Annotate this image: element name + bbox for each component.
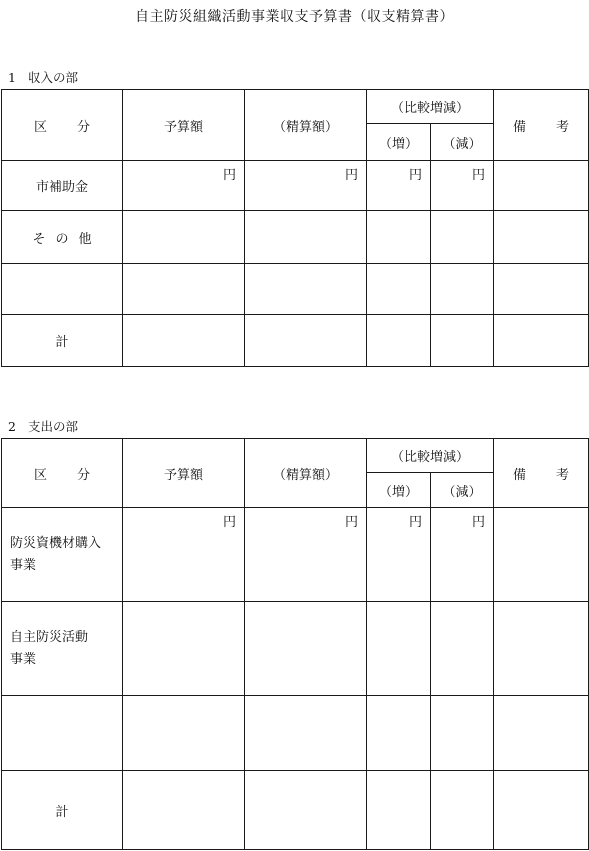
increase-header: （増） (367, 124, 431, 161)
decrease-cell (431, 315, 494, 367)
remarks-cell (494, 508, 589, 602)
remarks-cell (494, 602, 589, 696)
table-row (2, 696, 589, 771)
category-header: 区 分 (2, 90, 123, 161)
budget-cell (123, 696, 245, 771)
remarks-cell (494, 211, 589, 264)
income-section-number: 1 (8, 70, 16, 85)
decrease-cell (431, 696, 494, 771)
settlement-header: （精算額） (245, 90, 367, 161)
decrease-yen-unit: 円 (431, 508, 494, 602)
increase-header: （増） (367, 473, 431, 508)
income-section-heading (8, 68, 78, 86)
settlement-cell (245, 602, 367, 696)
budget-yen-unit: 円 (123, 508, 245, 602)
increase-yen-unit: 円 (367, 161, 431, 211)
increase-cell (367, 211, 431, 264)
document-title: 自主防災組織活動事業収支予算書（収支精算書） (135, 9, 454, 25)
expense-total-label: 計 (2, 771, 123, 850)
expense-row-label (2, 696, 123, 771)
expense-header-row (2, 439, 589, 473)
expense-section-heading (8, 417, 78, 435)
remarks-cell (494, 315, 589, 367)
expense-table (1, 438, 589, 850)
increase-cell (367, 602, 431, 696)
expense-section-number: 2 (8, 419, 16, 434)
settlement-yen-unit: 円 (245, 508, 367, 602)
income-row-label: そ の 他 (2, 211, 123, 264)
remarks-cell (494, 264, 589, 315)
budget-cell (123, 771, 245, 850)
category-header: 区 分 (2, 439, 123, 508)
income-row-label (2, 264, 123, 315)
remarks-cell (494, 771, 589, 850)
income-section-title: 収入の部 (28, 70, 79, 85)
settlement-cell (245, 211, 367, 264)
decrease-cell (431, 771, 494, 850)
decrease-header: （減） (431, 473, 494, 508)
settlement-cell (245, 771, 367, 850)
increase-yen-unit: 円 (367, 508, 431, 602)
budget-header: 予算額 (123, 90, 245, 161)
settlement-cell (245, 315, 367, 367)
decrease-cell (431, 211, 494, 264)
settlement-yen-unit: 円 (245, 161, 367, 211)
income-header-row (2, 90, 589, 124)
comparison-header: （比較増減） (367, 90, 494, 124)
table-row (2, 602, 589, 696)
budget-cell (123, 315, 245, 367)
expense-row-label: 自主防災活動 事業 (2, 602, 123, 696)
table-row (2, 264, 589, 315)
budget-yen-unit: 円 (123, 161, 245, 211)
increase-cell (367, 315, 431, 367)
settlement-cell (245, 696, 367, 771)
table-row (2, 211, 589, 264)
budget-cell (123, 264, 245, 315)
table-row (2, 771, 589, 850)
settlement-cell (245, 264, 367, 315)
decrease-cell (431, 264, 494, 315)
table-row (2, 161, 589, 211)
table-row (2, 508, 589, 602)
decrease-header: （減） (431, 124, 494, 161)
income-row-label: 市補助金 (2, 161, 123, 211)
income-total-label: 計 (2, 315, 123, 367)
decrease-yen-unit: 円 (431, 161, 494, 211)
remarks-cell (494, 161, 589, 211)
budget-cell (123, 211, 245, 264)
table-row (2, 315, 589, 367)
comparison-header: （比較増減） (367, 439, 494, 473)
income-table (1, 89, 589, 367)
decrease-cell (431, 602, 494, 696)
remarks-header: 備 考 (494, 439, 589, 508)
remarks-cell (494, 696, 589, 771)
expense-section-title: 支出の部 (28, 419, 79, 434)
expense-row-label: 防災資機材購入 事業 (2, 508, 123, 602)
remarks-header: 備 考 (494, 90, 589, 161)
budget-header: 予算額 (123, 439, 245, 508)
budget-cell (123, 602, 245, 696)
increase-cell (367, 771, 431, 850)
settlement-header: （精算額） (245, 439, 367, 508)
increase-cell (367, 264, 431, 315)
increase-cell (367, 696, 431, 771)
